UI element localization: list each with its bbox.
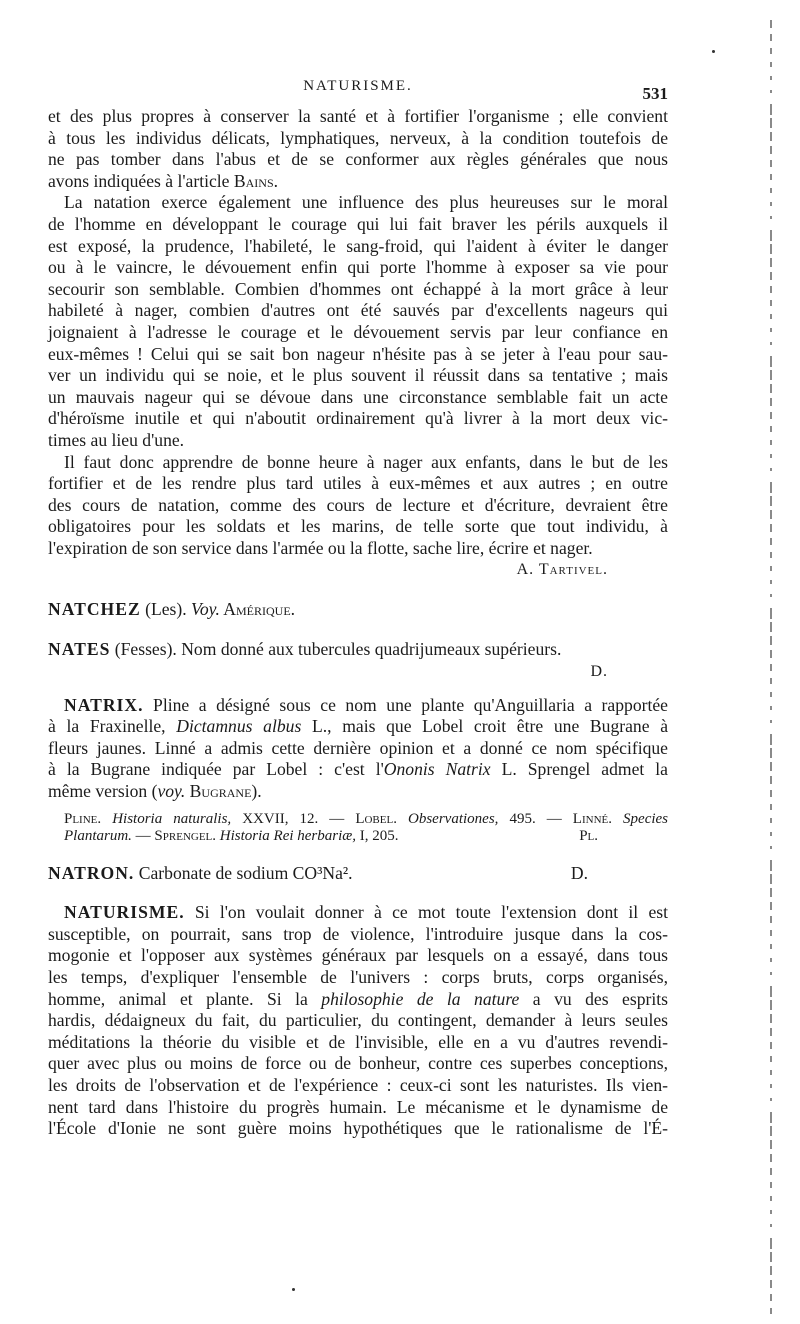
margin-tick: [770, 1182, 772, 1188]
margin-tick: [770, 160, 772, 167]
margin-tick: [770, 846, 772, 849]
text-run: (Les).: [140, 599, 192, 620]
margin-tick: [770, 244, 772, 254]
entry-headword: NATCHEZ: [48, 599, 141, 620]
margin-tick: [770, 1112, 772, 1123]
margin-tick: [770, 1000, 772, 1010]
margin-tick: [770, 664, 772, 671]
entry-natrix: [48, 695, 668, 803]
entry-naturisme: [48, 902, 668, 1140]
margin-tick: [770, 734, 772, 745]
text-line: fortifier et de les rendre plus tard utiles à eux-mêmes et aux autres ; en outre: [48, 473, 668, 494]
margin-tick: [770, 174, 772, 180]
text-run: Pline a désigné sous ce nom une plante qu'Anguillaria a rapportée: [143, 694, 668, 715]
text-line: ne pas tomber dans l'abus et de se conformer aux règles générales que nous: [48, 149, 668, 170]
margin-tick: [770, 608, 772, 619]
margin-tick: [770, 62, 772, 67]
entry-headword: NATES: [48, 639, 111, 660]
margin-tick: [770, 482, 772, 493]
margin-tick: [770, 1294, 772, 1301]
text-line: eux-mêmes ! Celui qui se sait bon nageur n'hésite pas à se jeter à l'eau pour sau-: [48, 343, 668, 364]
reference-detail: —: [131, 827, 155, 844]
text-line: [48, 716, 668, 738]
margin-tick: [770, 902, 772, 910]
italic-phrase: philosophie de la nature: [321, 988, 520, 1009]
reference-author: Lobel.: [355, 810, 409, 827]
margin-tick: [770, 1168, 772, 1175]
margin-tick: [770, 888, 772, 897]
margin-tick: [770, 216, 772, 219]
text-line: les temps, d'expliquer l'ensemble de l'univers : corps bruts, corps organisés,: [48, 967, 668, 987]
text-run: à la Fraxinelle,: [48, 716, 177, 737]
text-line: [48, 781, 668, 803]
text-line: est exposé, la prudence, l'habileté, le sang-froid, qui l'aident à éviter le danger: [48, 235, 668, 256]
margin-tick: [770, 34, 772, 41]
margin-tick: [770, 454, 772, 458]
entry-nates: [48, 639, 668, 683]
margin-tick: [770, 132, 772, 141]
text-line: fleurs jaunes. Linné a admis cette dernière opinion et a donné ce nom spécifique: [48, 737, 668, 758]
entry-headword: NATRON.: [48, 862, 135, 883]
margin-tick: [770, 314, 772, 319]
reference-author: Linné.: [572, 810, 624, 827]
reference-title: Species: [623, 810, 669, 827]
text-line: de l'homme en développant le courage qui lui fait braver les périls auxquels il: [48, 213, 668, 234]
text-line: l'expiration de son service dans l'armée ou la flotte, sache lire, écrire et nager.: [48, 537, 593, 558]
entry-natchez: [48, 599, 668, 621]
text-line: [48, 639, 668, 661]
cross-reference: Bugrane: [185, 781, 252, 802]
margin-tick: [770, 552, 772, 558]
reference-author: Pline.: [64, 810, 113, 827]
margin-tick: [770, 1280, 772, 1288]
entry-natron: [48, 863, 668, 885]
reference-detail: I, 205.: [356, 827, 399, 844]
margin-tick: [770, 90, 772, 93]
margin-tick: [770, 1098, 772, 1101]
margin-tick: [770, 1140, 772, 1149]
paragraph-enfants: [48, 452, 668, 560]
margin-tick: [770, 440, 772, 445]
margin-tick: [770, 776, 772, 784]
text-line: [48, 695, 668, 717]
author-signature: D.: [570, 862, 588, 883]
bibliography-natrix: [48, 811, 668, 845]
margin-tick: [770, 748, 772, 758]
entry-headword: NATRIX.: [64, 694, 144, 715]
reference-line: [64, 811, 668, 828]
text-line: un mauvais nageur qui se dévoue dans une circonstance semblable fait un acte: [48, 386, 668, 407]
reference-author: Sprengel.: [154, 827, 220, 844]
margin-tick: [770, 1014, 772, 1023]
margin-tick: [770, 370, 772, 380]
margin-tick: [770, 1224, 772, 1227]
margin-tick: [770, 790, 772, 797]
text-line: hardis, dédaigneux du fait, du particulier, du contingent, demander à leurs seules: [48, 1010, 668, 1031]
margin-tick: [770, 76, 772, 80]
text-run: avons indiquées à l'article: [48, 170, 234, 191]
running-head: [48, 78, 668, 103]
margin-tick: [770, 468, 772, 471]
margin-tick: [770, 930, 772, 936]
margin-tick: [770, 48, 772, 54]
margin-tick: [770, 230, 772, 241]
text-line: à tous les individus délicats, lymphatiques, nerveux, à la condition toutefois de: [48, 127, 668, 148]
margin-tick: [770, 1266, 772, 1275]
margin-tick: [770, 300, 772, 306]
text-run: Si l'on voulait donner à ce mot toute l'extension dont il est: [184, 902, 668, 923]
text-line: ou à le vaincre, le dévouement enfin qui porte l'homme à exposer sa vie pour: [48, 257, 668, 278]
margin-tick: [770, 594, 772, 597]
margin-tick: [770, 818, 772, 823]
margin-tick: [770, 272, 772, 280]
cross-reference: Bains: [233, 170, 274, 191]
text-line: habileté à nager, combien d'autres ont été sauvés par d'excellents nageurs qui: [48, 300, 668, 321]
margin-tick: [770, 958, 772, 962]
text-line: des cours de natation, comme des cours de lecture et d'écriture, devraient être: [48, 494, 668, 515]
text-run: à la Bugrane indiquée par Lobel : c'est l': [48, 759, 384, 780]
ink-speck: [292, 1288, 295, 1291]
margin-tick: [770, 1028, 772, 1036]
margin-tick: [770, 986, 772, 997]
text-run: L. Sprengel admet la: [490, 759, 668, 780]
margin-tick: [770, 118, 772, 128]
margin-tick: [770, 1154, 772, 1162]
continuation-paragraph: [48, 106, 668, 192]
margin-tick: [770, 384, 772, 393]
scan-margin-strip: [762, 0, 780, 1324]
text-line: d'héroïsme inutile et qui n'aboutit ordinairement qu'à livrer à la mort deux vic-: [48, 408, 668, 429]
text-line: susceptible, on pourrait, sans trop de violence, l'introduire jusque dans la cos-: [48, 923, 668, 944]
text-run: (Fesses). Nom donné aux tubercules quadrijumeaux supérieurs.: [110, 639, 562, 660]
margin-tick: [770, 538, 772, 545]
reference-detail: 495. —: [498, 810, 573, 827]
margin-tick: [770, 706, 772, 710]
see-reference: Voy.: [191, 599, 220, 620]
text-line: times au lieu d'une.: [48, 429, 185, 450]
margin-tick: [770, 1042, 772, 1049]
text-line: [48, 171, 668, 193]
margin-tick: [770, 1056, 772, 1062]
page-number: 531: [642, 84, 668, 103]
margin-tick: [770, 1252, 772, 1262]
margin-tick: [770, 762, 772, 771]
margin-tick: [770, 636, 772, 645]
margin-tick: [770, 188, 772, 193]
margin-tick: [770, 916, 772, 923]
margin-tick: [770, 286, 772, 293]
reference-line: [64, 828, 668, 845]
text-line: mogonie et l'opposer aux systèmes généraux par lesquels on a essayé, dans tous: [48, 945, 668, 966]
text-run: homme, animal et plante. Si la: [48, 988, 322, 1009]
text-line: obligatoires pour les soldats et les marins, de telle sorte que tout individu, à: [48, 516, 668, 537]
margin-tick: [770, 692, 772, 697]
margin-tick: [770, 874, 772, 884]
text-line: joignaient à l'adresse le courage et le dévouement servis par leur confiance en: [48, 321, 668, 342]
text-body: [48, 106, 668, 1140]
margin-tick: [770, 524, 772, 532]
margin-tick: [770, 832, 772, 836]
text-line: l'École d'Ionie ne sont guère moins hypothétiques que le rationalisme de l'É-: [48, 1118, 668, 1139]
margin-tick: [770, 202, 772, 206]
margin-tick: [770, 566, 772, 571]
author-signature: Pl.: [579, 827, 598, 844]
text-line: La natation exerce également une influence des plus heureuses sur le moral: [64, 192, 668, 213]
ink-speck: [712, 50, 715, 53]
margin-tick: [770, 678, 772, 684]
entry-headword: NATURISME.: [64, 902, 185, 923]
margin-tick: [770, 720, 772, 723]
margin-tick: [770, 398, 772, 406]
text-line: les droits de l'observation et de l'expérience : ceux-ci sont les naturistes. Ils vien-: [48, 1074, 668, 1095]
margin-tick: [770, 1308, 772, 1314]
reference-title: Observationes,: [408, 810, 499, 827]
text-line: quer avec plus ou moins de force ou de bonheur, contre ces superbes conceptions,: [48, 1053, 668, 1074]
text-line: ver un individu qui se noie, et le plus souvent il réussit dans sa tentative ; mais: [48, 365, 668, 386]
latin-name: Dictamnus albus: [176, 716, 302, 737]
text-line: [48, 759, 668, 781]
text-run: Carbonate de sodium CO³Na².: [134, 862, 353, 883]
text-run: .: [273, 170, 279, 191]
margin-tick: [770, 426, 772, 432]
text-run: même version (: [48, 781, 158, 802]
margin-tick: [770, 496, 772, 506]
author-signature: D.: [590, 662, 608, 680]
margin-tick: [770, 104, 772, 115]
margin-tick: [770, 328, 772, 332]
margin-tick: [770, 580, 772, 584]
text-line: nent tard dans l'histoire du progrès humain. Le mécanisme et le dynamisme de: [48, 1096, 668, 1117]
margin-tick: [770, 146, 772, 154]
margin-tick: [770, 1070, 772, 1075]
margin-tick: [770, 1196, 772, 1201]
reference-title: Plantarum.: [64, 827, 132, 844]
text-run: ).: [251, 781, 262, 802]
text-line: secourir son semblable. Combien d'hommes ont échappé à la mort grâce à leur: [48, 278, 668, 299]
author-signature: A. Tartivel.: [516, 561, 608, 579]
text-run: L., mais que Lobel croit être une Bugrane à: [301, 716, 669, 737]
margin-tick: [770, 860, 772, 871]
margin-tick: [770, 650, 772, 658]
margin-tick: [770, 804, 772, 810]
see-reference: voy.: [157, 781, 186, 802]
margin-tick: [770, 258, 772, 267]
margin-tick: [770, 972, 772, 975]
text-run: a vu des esprits: [519, 988, 668, 1009]
margin-tick: [770, 342, 772, 345]
text-line: Il faut donc apprendre de bonne heure à nager aux enfants, dans le but de les: [64, 451, 668, 472]
text-line: [48, 989, 668, 1011]
reference-title: Historia naturalis,: [112, 810, 232, 827]
text-line: [48, 902, 668, 924]
cross-reference: Amérique.: [219, 599, 296, 620]
latin-name: Ononis Natrix: [383, 759, 491, 780]
reference-detail: XXVII, 12. —: [231, 810, 356, 827]
page-title: NATURISME.: [303, 78, 413, 94]
margin-tick: [770, 20, 772, 28]
text-line: méditations la théorie du visible et de l'invisible, elle en a vu d'autres revendi-: [48, 1031, 668, 1052]
text-line: et des plus propres à conserver la santé et à fortifier l'organisme ; elle convient: [48, 106, 668, 126]
margin-tick: [770, 622, 772, 632]
margin-tick: [770, 1238, 772, 1249]
margin-tick: [770, 1126, 772, 1136]
margin-tick: [770, 944, 772, 949]
margin-tick: [770, 356, 772, 367]
margin-tick: [770, 510, 772, 519]
margin-tick: [770, 1084, 772, 1088]
margin-tick: [770, 412, 772, 419]
reference-title: Historia Rei herbariæ,: [219, 827, 357, 844]
paragraph-natation: [48, 192, 668, 451]
margin-tick: [770, 1210, 772, 1214]
